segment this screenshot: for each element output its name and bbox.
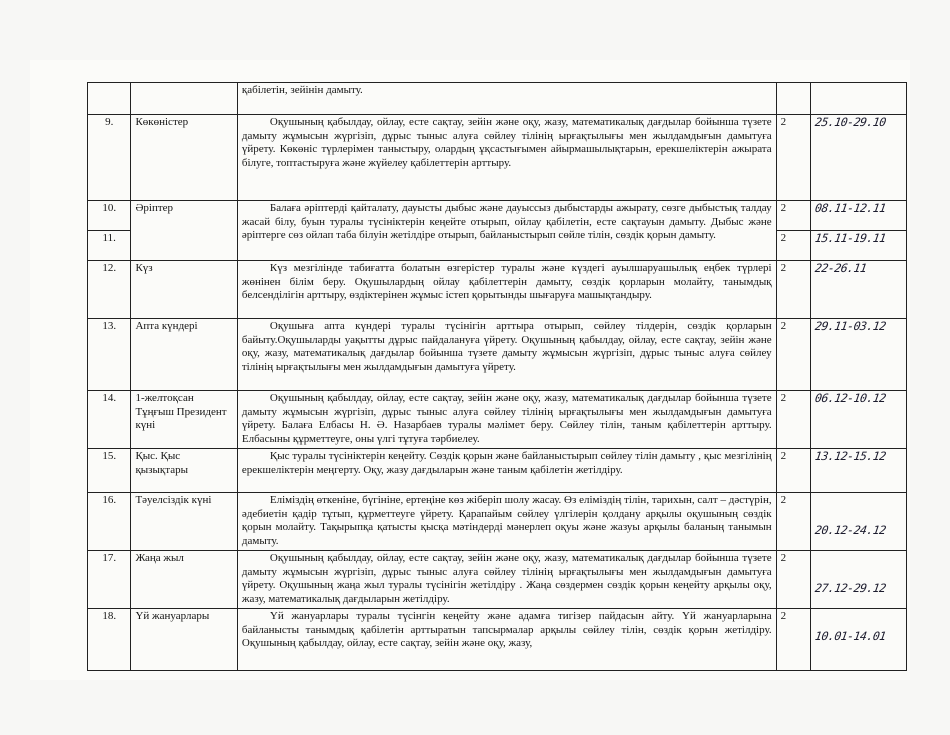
table-row bbox=[88, 551, 907, 609]
row-date bbox=[811, 83, 907, 115]
row-description: Оқушыға апта күндері туралы түсінігін арттыра отырып, сөйлеу тілдерін, сөздік қорларын байыту.Оқушыларды уақытты дұрыс пайдалануға үйрету. Оқушының қабылдау, ойлау, есте сақтау, зейін және оқу, жазу, математикалық дағдылар бойынша түзете дамыту жұмысын жүргізіп, дұрыс тыныс алуға сөйлеу тілінің ырғақтылығы мен жылдамдығын дамытуға үйрету. bbox=[237, 319, 776, 391]
row-description: Оқушының қабылдау, ойлау, есте сақтау, зейін және оқу, жазу, математикалық дағдылар бойынша түзете дамыту жұмысын жүргізіп, дұрыс тыныс алуға сөйлеу тілінің ырғақтылығы мен жылдамдығын дамытуға үйрету. Балаға Елбасы Н. Ә. Назарбаев туралы мәлімет беру. Сөйлеу тілін, таным қабілеттерін арттыру. Елбасыны құрметтеуге, оны үлгі тұтуға тәрбиелеу. bbox=[237, 391, 776, 449]
row-description: Оқушының қабылдау, ойлау, есте сақтау, зейін және оқу, жазу, математикалық дағдылар бойынша түзете дамыту жұмысын жүргізіп, дұрыс тыныс алуға сөйлеу тілінің ырғақтылығы мен жылдамдығын дамытуға үйрету. Оқушының жаңа жыл туралы түсінігін жетілдіру . Жаңа сөздермен сөздік қорын кеңейту арқылы оқу, жазу, математикалық дағдыларын жетілдіру. bbox=[237, 551, 776, 609]
row-number: 15. bbox=[88, 449, 131, 493]
row-description: Күз мезгілінде табиғатта болатын өзгерістер туралы және күздегі ауылшаруашылық еңбек түрлері жөнінен білім беру. Оқушылардың ойлау қабілеттерін дамыту, сөздік қорларын молайту, танымдық белсенділігін арттыру, өздіктерінен жұмыс істеп қорытынды шығаруға машықтандыру. bbox=[237, 261, 776, 319]
table-row bbox=[88, 449, 907, 493]
row-date: 25.10-29.10 bbox=[811, 115, 907, 201]
row-number: 17. bbox=[88, 551, 131, 609]
lesson-plan-table bbox=[87, 82, 907, 671]
row-date: 13.12-15.12 bbox=[811, 449, 907, 493]
row-number bbox=[88, 83, 131, 115]
table-row bbox=[88, 201, 907, 231]
row-hours: 2 bbox=[776, 609, 811, 671]
row-description: Оқушының қабылдау, ойлау, есте сақтау, зейін және оқу, жазу, математикалық дағдылар бойынша түзете дамыту жұмысын жүргізіп, дұрыс тыныс алуға сөйлеу тілінің ырғақтылығы мен жылдамдығын дамытуға үйрету. Көкөніс түрлерімен таныстыру, олардың ұқсастығымен айырмашылықтарын, ерекшеліктерін ажырата білуге, топтастыруға және жүйелеу қабілеттерін арттыру. bbox=[237, 115, 776, 201]
row-hours: 2 bbox=[776, 391, 811, 449]
row-number: 10. bbox=[88, 201, 131, 231]
row-date: 27.12-29.12 bbox=[811, 551, 907, 609]
row-hours: 2 bbox=[776, 115, 811, 201]
row-topic: Үй жануарлары bbox=[131, 609, 237, 671]
row-hours: 2 bbox=[776, 201, 811, 231]
row-topic: 1-желтоқсан Тұңғыш Президент күні bbox=[131, 391, 237, 449]
row-date: 22-26.11 bbox=[811, 261, 907, 319]
row-date: 08.11-12.11 bbox=[811, 201, 907, 231]
row-number: 12. bbox=[88, 261, 131, 319]
row-topic: Қыс. Қыс қызықтары bbox=[131, 449, 237, 493]
row-date: 06.12-10.12 bbox=[811, 391, 907, 449]
row-hours: 2 bbox=[776, 551, 811, 609]
row-date: 15.11-19.11 bbox=[811, 231, 907, 261]
row-date: 10.01-14.01 bbox=[811, 609, 907, 671]
row-description: Қыс туралы түсініктерін кеңейту. Сөздік қорын және байланыстырып сөйлеу тілін дамыту , қыс мезгілінің ерекшеліктерін меңгерту. Оқу, жазу дағдыларын және таным қабілетін жетілдіру. bbox=[237, 449, 776, 493]
row-topic: Көкөністер bbox=[131, 115, 237, 201]
table-row bbox=[88, 493, 907, 551]
row-hours: 2 bbox=[776, 261, 811, 319]
table-row bbox=[88, 83, 907, 115]
row-topic bbox=[131, 83, 237, 115]
table-row bbox=[88, 609, 907, 671]
row-hours: 2 bbox=[776, 319, 811, 391]
row-description: қабілетін, зейінін дамыту. bbox=[237, 83, 776, 115]
row-topic: Апта күндері bbox=[131, 319, 237, 391]
row-topic: Әріптер bbox=[131, 201, 237, 261]
row-number: 18. bbox=[88, 609, 131, 671]
row-hours: 2 bbox=[776, 493, 811, 551]
row-description: Балаға әріптерді қайталату, дауысты дыбыс және дауыссыз дыбыстарды ажырату, сөзге дыбыстық талдау жасай білу, буын туралы түсініктерін кеңейте отырып, ойлау қабілетін, есте сақтауын дамыту. Дыбыс және әріптерге сөз ойлап таба білуін жетілдіре отырып, байланыстырып сөйле тілін, сөздік қорын дамыту. bbox=[237, 201, 776, 261]
row-number: 14. bbox=[88, 391, 131, 449]
table-row bbox=[88, 261, 907, 319]
table-row bbox=[88, 391, 907, 449]
row-number: 11. bbox=[88, 231, 131, 261]
row-description: Еліміздің өткеніне, бүгініне, ертеңіне көз жіберіп шолу жасау. Өз еліміздің тілін, тарихын, салт – дәстүрін, әдебиетін қадір тұтып, құрметтеуге үйрету. Қарапайым сөйлеу үлгілерін қолдану арқылы оқушының сөздік қорын молайту. Тақырыпқа қатысты қысқа мәтіндерді мәнерлеп оқуы және жазуы арқылы баланың танымын дамыту. bbox=[237, 493, 776, 551]
row-hours bbox=[776, 83, 811, 115]
row-hours: 2 bbox=[776, 231, 811, 261]
row-number: 9. bbox=[88, 115, 131, 201]
row-topic: Күз bbox=[131, 261, 237, 319]
row-hours: 2 bbox=[776, 449, 811, 493]
table-row bbox=[88, 319, 907, 391]
row-topic: Жаңа жыл bbox=[131, 551, 237, 609]
row-number: 13. bbox=[88, 319, 131, 391]
row-number: 16. bbox=[88, 493, 131, 551]
row-topic: Тәуелсіздік күні bbox=[131, 493, 237, 551]
row-date: 29.11-03.12 bbox=[811, 319, 907, 391]
row-date: 20.12-24.12 bbox=[811, 493, 907, 551]
row-description: Үй жануарлары туралы түсінгін кеңейту және адамға тигізер пайдасын айту. Үй жануарларына байланысты танымдық қабілетін арттыратын тапсырмалар арқылы сөйлеу тілін, сөздік қорын жетілдіру. Оқушының қабылдау, ойлау, есте сақтау, зейін және оқу, жазу, bbox=[237, 609, 776, 671]
table-row bbox=[88, 115, 907, 201]
